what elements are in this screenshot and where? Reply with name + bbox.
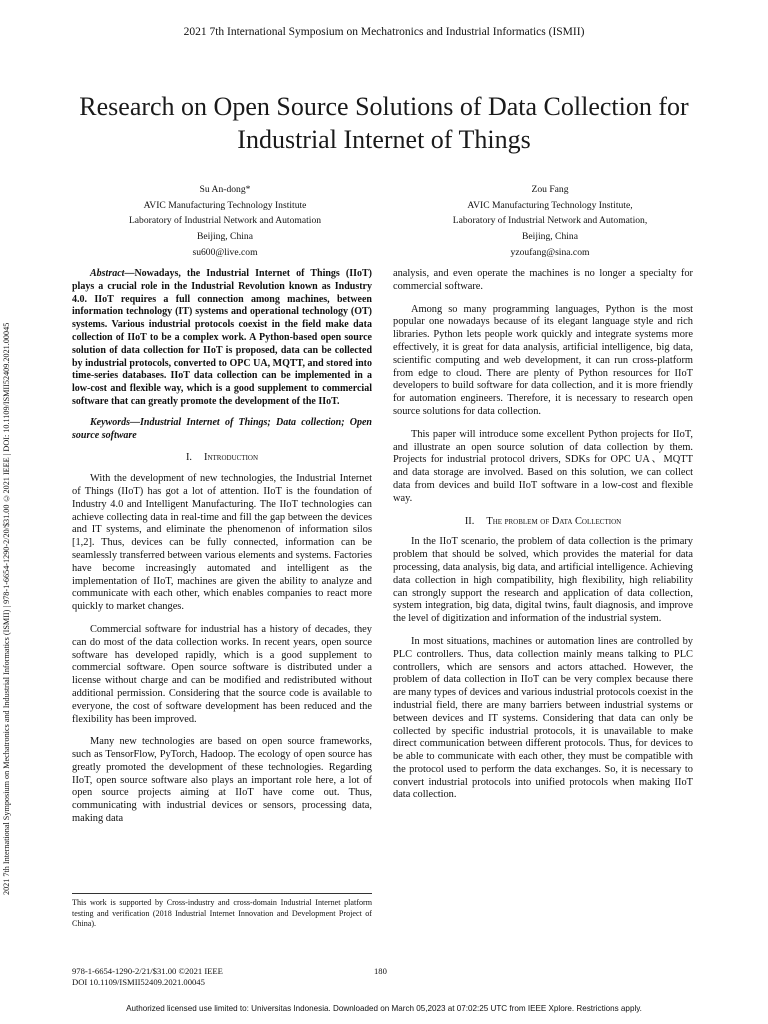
section-title: The problem of Data Collection <box>486 515 622 527</box>
footer-publication-info <box>72 966 223 987</box>
author-block-2 <box>385 182 715 261</box>
section-number: I. <box>185 452 193 464</box>
paper-title: Research on Open Source Solutions of Data Collection for Industrial Internet of Things <box>79 92 689 154</box>
keywords <box>72 417 372 443</box>
intro-paragraph-2: Commercial software for industrial has a history of decades, they can do most of the data collection works. In recent years, open source software has developed rapidly, which is a good supplement to commercial software. Open source software is distributed under a license without charge and can be modified and redistributed without additional permission. Considering that the source code is available to everyone, the cost of software development has been reduced and the flexibility has been improved. <box>72 623 372 725</box>
keywords-lead: Keywords <box>90 416 130 428</box>
section-title: Introduction <box>204 452 259 464</box>
author-affiliation: AVIC Manufacturing Technology Institute <box>143 199 307 211</box>
left-column <box>72 268 372 836</box>
right-column <box>393 268 693 812</box>
license-notice: Authorized licensed use limited to: Universitas Indonesia. Downloaded on March 05,2023 at 07:02:25 UTC from IEEE Xplore. Restrictions apply. <box>126 1004 642 1013</box>
author-affiliation: AVIC Manufacturing Technology Institute, <box>467 199 633 211</box>
intro-paragraph-3: Many new technologies are based on open source frameworks, such as TensorFlow, PyTorch, Hadoop. The ecology of open source has greatly promoted the development of these technologies. Regarding IIoT, open source software also plays an important role here, a lot of open source projects aiming at IIoT have come out. Thus, communicating with industrial devices or sensors, processing data, making data <box>72 736 372 825</box>
problem-paragraph-2: In most situations, machines or automation lines are controlled by PLC controllers. Thus, data collection mainly means talking to PLC controllers, which are sensors and actors attached. However, the problem of data collection in IIoT can be very complex because there are many types of devices and various industrial protocols coexist in the industrial field, there are many barriers between industrial systems or between devices and IT systems. Considering that data can only be collected by specific industrial protocols, it is unavailable to make direct communication between different protocols. Thus, for devices to be able to communicate with each other, they must be compatible with the protocol used to perform the data exchanges. So, it is necessary to convert industrial protocols into unified protocols when making IIoT data collection. <box>393 635 693 801</box>
author-block-1 <box>60 182 390 261</box>
abstract <box>72 268 372 409</box>
author-affiliation-lab: Laboratory of Industrial Network and Automation <box>128 215 322 227</box>
author-email: yzoufang@sina.com <box>510 246 590 258</box>
abstract-lead: Abstract <box>90 268 125 279</box>
section-heading-data-collection <box>393 516 693 529</box>
funding-footnote: This work is supported by Cross-industry and cross-domain Industrial Internet platform testing and verification (2018 Industrial Internet Innovation and Development Project of China). <box>72 898 372 928</box>
author-name: Zou Fang <box>531 184 569 195</box>
intro-continuation: analysis, and even operate the machines is no longer a specialty for commercial software. <box>393 268 693 292</box>
isbn-line: 978-1-6654-1290-2/21/$31.00 ©2021 IEEE <box>72 966 223 976</box>
problem-paragraph-1: In the IIoT scenario, the problem of data collection is the primary problem that should be solved, which provides the material for data processing, data analysis, big data, and artificial intelligence. Achieving data collection in high compatibility, high flexibility, high reliability can strongly support the research and application of data collection, system integration, big data, digital twins, fault diagnosis, and improve the level of digitization and information of the industrial system. <box>393 536 693 625</box>
footnote-divider <box>72 893 372 894</box>
intro-paragraph-4: Among so many programming languages, Python is the most popular one nowadays because of its elegant language style and rich libraries. Python lets people work quickly and integrate systems more effectively, it is great for data analysis, artificial intelligence, big data, scientific computing and web development, it can run cross-platform from edge to cloud. There are plenty of Python resources for IIoT developers to build software for data collection, and it is more friendly for automation engineers. Therefore, it is necessary to research open source solutions for data collection. <box>393 303 693 417</box>
keywords-text: —Industrial Internet of Things; Data collection; Open source software <box>72 416 372 441</box>
abstract-text: —Nowadays, the Industrial Internet of Things (IIoT) plays a crucial role in the Industrial Revolution known as Industry 4.0. IIoT requires a full connection among machines, between information technology (IT) systems and operational technology (OT) systems. Various industrial protocols coexist in the field make data collection of IIoT to be a complex work. A Python-based open source solution of data collection for IIoT is proposed, data can be collected by industrial protocols, converted to OPC UA, MQTT, and stored into time-series databases. IIoT data collection can be implemented in a low-cost and flexible way, which is a good supplement to commercial software that can greatly promote the development of the IIoT. <box>72 268 372 407</box>
page-number: 180 <box>374 966 387 976</box>
doi-line: DOI 10.1109/ISMII52409.2021.00045 <box>72 976 205 987</box>
side-metadata-strip: 2021 7th International Symposium on Mechatronics and Industrial Informatics (ISMII) | 978-1-6654-1290-2/20/$31.00 ©2021 IEEE | DOI: 10.1109/ISMII52409.2021.00045 <box>2 322 11 895</box>
author-location: Beijing, China <box>522 231 578 243</box>
author-name: Su An-dong* <box>199 184 251 195</box>
section-heading-introduction <box>72 452 372 465</box>
author-affiliation-lab: Laboratory of Industrial Network and Automation, <box>452 215 648 227</box>
intro-paragraph-5: This paper will introduce some excellent Python projects for IIoT, and illustrate an open source solution of data collection by them. Projects for industrial protocol drivers, SDKs for OPC UA、MQTT and data storage are involved. Based on this solution, we can collect data from devices and build IIoT software in a low-cost and flexible way. <box>393 428 693 504</box>
intro-paragraph-1: With the development of new technologies, the Industrial Internet of Things (IIoT) has got a lot of attention. IIoT is the foundation of Industry 4.0 and Intelligent Manufacturing. The IIoT technologies can achieve collecting data in real-time and fill the gap between the devices and IT systems, and eliminate the phenomenon of information silos [1,2]. Thus, devices can be fully connected, information can be seamlessly transferred between various elements and systems. Factories have become increasingly automated and intelligent as the implementation of IIoT, machines are given the ability to analyze and communicate with each other, which enables companies to react more quickly to market changes. <box>72 473 372 613</box>
author-location: Beijing, China <box>197 231 253 243</box>
section-number: II. <box>464 515 475 527</box>
conference-header: 2021 7th International Symposium on Mechatronics and Industrial Informatics (ISMII) <box>183 26 585 38</box>
author-email: su600@live.com <box>192 246 258 258</box>
